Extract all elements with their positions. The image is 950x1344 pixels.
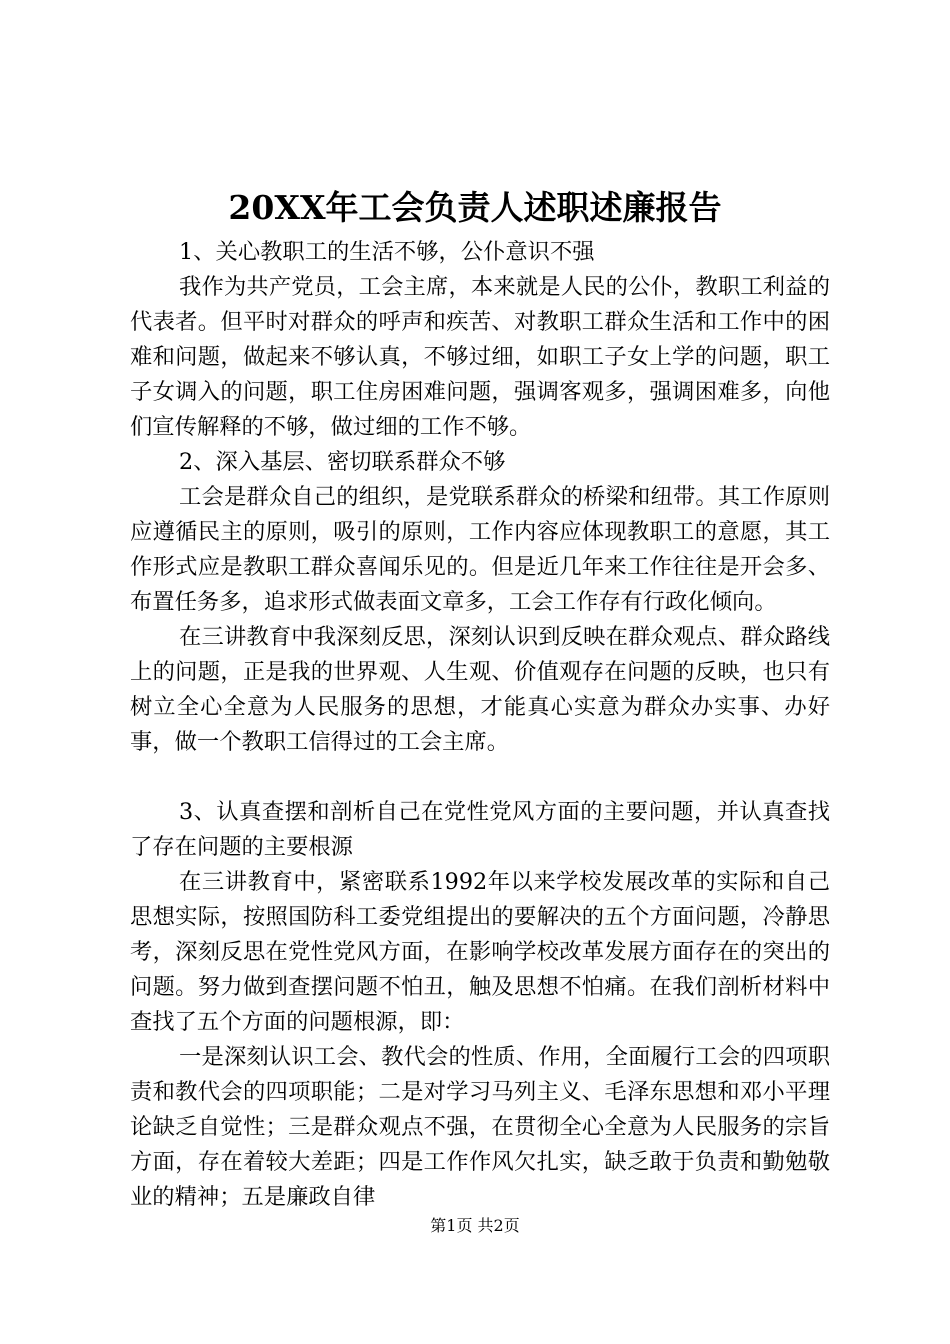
paragraph: 工会是群众自己的组织，是党联系群众的桥梁和纽带。其工作原则应遵循民主的原则，吸引的原则，工作内容应体现教职工的意愿，其工作形式应是教职工群众喜闻乐见的。但是近几年来工作往往是开会多、布置任务多，追求形式做表面文章多，工会工作存有行政化倾向。 — [130, 484, 830, 615]
document-title: 20XX年工会负责人述职述廉报告 — [228, 188, 722, 227]
section-heading-1: 1、关心教职工的生活不够，公仆意识不强 — [179, 239, 595, 265]
section-heading-2: 2、深入基层、密切联系群众不够 — [179, 449, 506, 475]
blank-line — [130, 760, 830, 795]
paragraph: 我作为共产党员，工会主席，本来就是人民的公仆，教职工利益的代表者。但平时对群众的呼声和疾苦、对教职工群众生活和工作中的困难和问题，做起来不够认真，不够过细，如职工子女上学的问题，职工子女调入的问题，职工住房困难问题，强调客观多，强调困难多，向他们宣传解释的不够，做过细的工作不够。 — [130, 274, 830, 440]
page-footer: 第1页 共2页 — [430, 1216, 520, 1235]
paragraph: 一是深刻认识工会、教代会的性质、作用，全面履行工会的四项职责和教代会的四项职能；二是对学习马列主义、毛泽东思想和邓小平理论缺乏自觉性；三是群众观点不强，在贯彻全心全意为人民服务的宗旨方面，存在着较大差距；四是工作作风欠扎实，缺乏敢于负责和勤勉敬业的精神；五是廉政自律 — [130, 1044, 830, 1210]
section-heading-3: 3、认真查摆和剖析自己在党性党风方面的主要问题，并认真查找了存在问题的主要根源 — [130, 799, 830, 860]
document-body — [130, 235, 830, 1215]
paragraph: 在三讲教育中，紧密联系1992年以来学校发展改革的实际和自己思想实际，按照国防科工委党组提出的要解决的五个方面问题，冷静思考，深刻反思在党性党风方面，在影响学校改革发展方面存在的突出的问题。努力做到查摆问题不怕丑，触及思想不怕痛。在我们剖析材料中查找了五个方面的问题根源，即： — [130, 869, 830, 1035]
paragraph: 在三讲教育中我深刻反思，深刻认识到反映在群众观点、群众路线上的问题，正是我的世界观、人生观、价值观存在问题的反映，也只有树立全心全意为人民服务的思想，才能真心实意为群众办实事、办好事，做一个教职工信得过的工会主席。 — [130, 624, 830, 755]
